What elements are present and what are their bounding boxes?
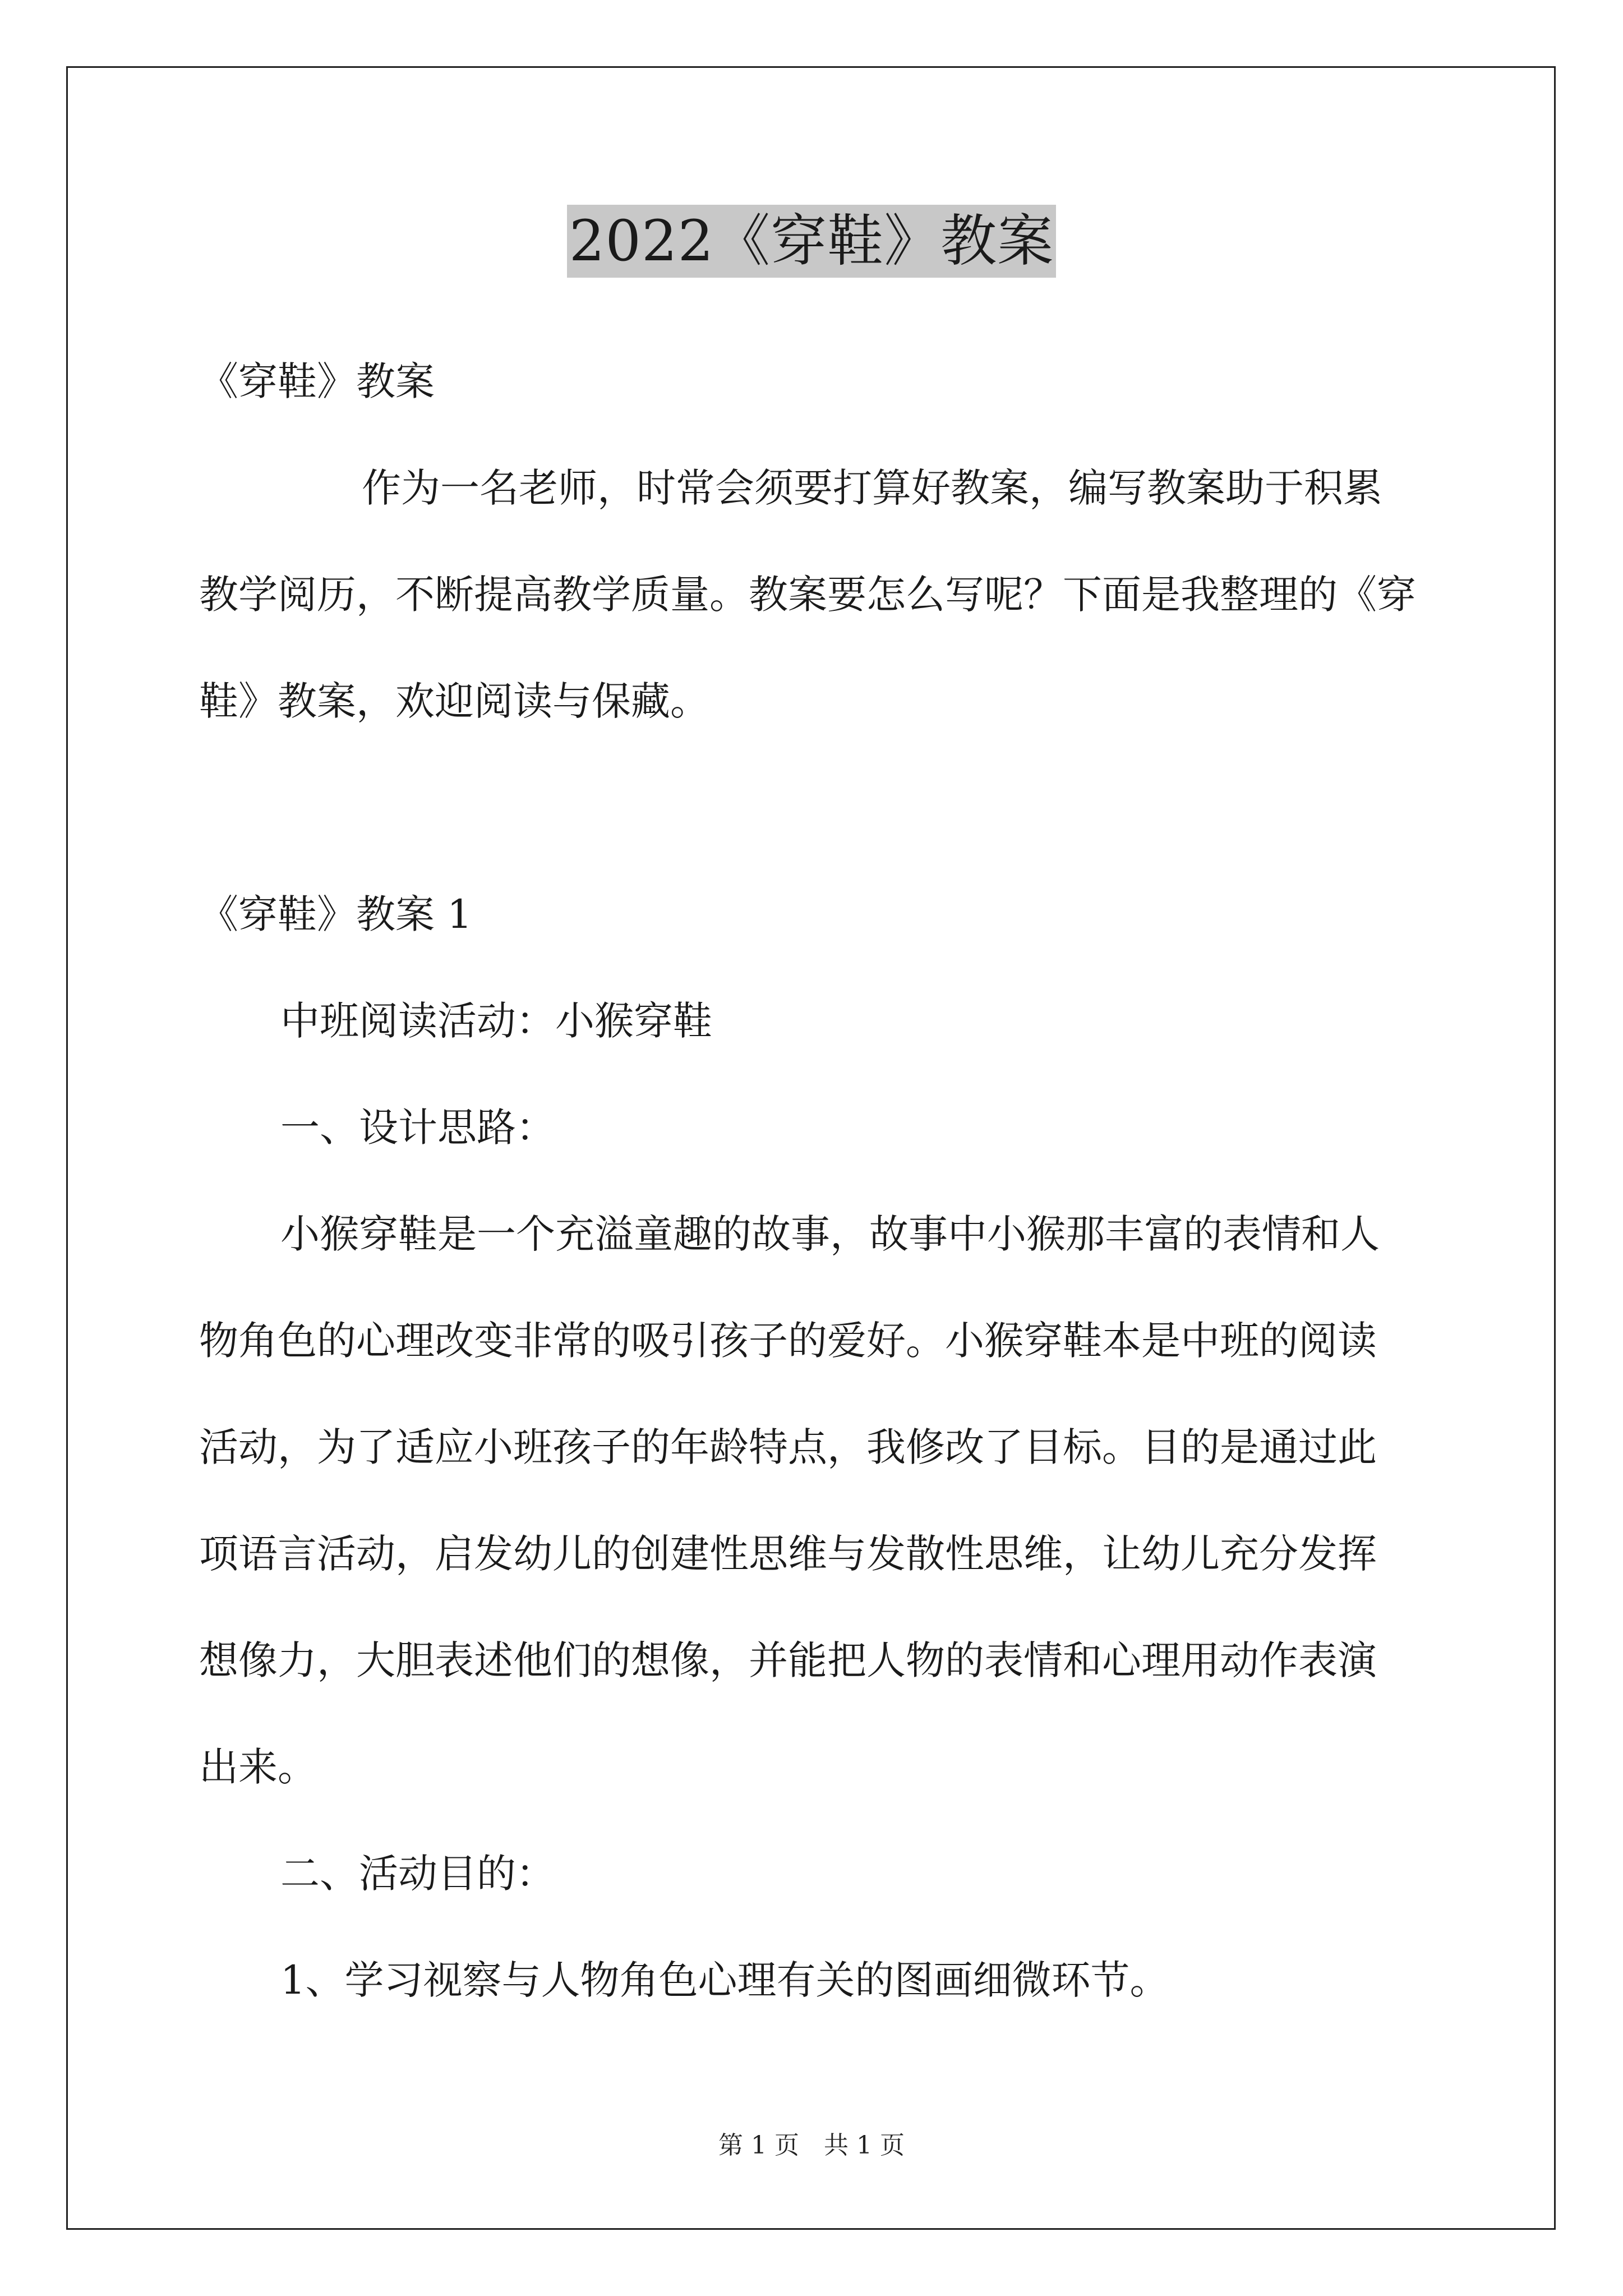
- paragraph-line: 鞋》教案，欢迎阅读与保藏。: [199, 678, 709, 724]
- page-footer: 第 1 页 共 1 页: [718, 2131, 905, 2160]
- title-container: [0, 205, 1623, 278]
- paragraph-heading: 《穿鞋》教案: [199, 358, 435, 404]
- paragraph-line: 小猴穿鞋是一个充溢童趣的故事，故事中小猴那丰富的表情和人: [280, 1211, 1380, 1257]
- paragraph-line: 活动，为了适应小班孩子的年龄特点，我修改了目标。目的是通过此: [199, 1424, 1377, 1470]
- paragraph-line: 项语言活动，启发幼儿的创建性思维与发散性思维，让幼儿充分发挥: [199, 1531, 1377, 1577]
- paragraph-line: 教学阅历，不断提高教学质量。教案要怎么写呢？下面是我整理的《穿: [199, 572, 1416, 618]
- section-heading: 《穿鞋》教案 1: [199, 891, 472, 937]
- paragraph-line: 中班阅读活动：小猴穿鞋: [280, 998, 712, 1044]
- paragraph-line: 想像力，大胆表述他们的想像，并能把人物的表情和心理用动作表演: [199, 1637, 1377, 1683]
- document-body: [199, 328, 1427, 2033]
- document-title: 2022《穿鞋》教案: [567, 205, 1057, 278]
- paragraph-line: 物角色的心理改变非常的吸引孩子的爱好。小猴穿鞋本是中班的阅读: [199, 1318, 1377, 1364]
- spacer: [199, 754, 1427, 861]
- paragraph-line: 一、设计思路：: [280, 1105, 555, 1151]
- paragraph-line: 1、学习视察与人物角色心理有关的图画细微环节。: [280, 1957, 1169, 2003]
- paragraph-line: 出来。: [199, 1744, 317, 1790]
- paragraph-line: 二、活动目的：: [280, 1851, 555, 1897]
- paragraph-line: 作为一名老师，时常会须要打算好教案，编写教案助于积累: [362, 465, 1382, 511]
